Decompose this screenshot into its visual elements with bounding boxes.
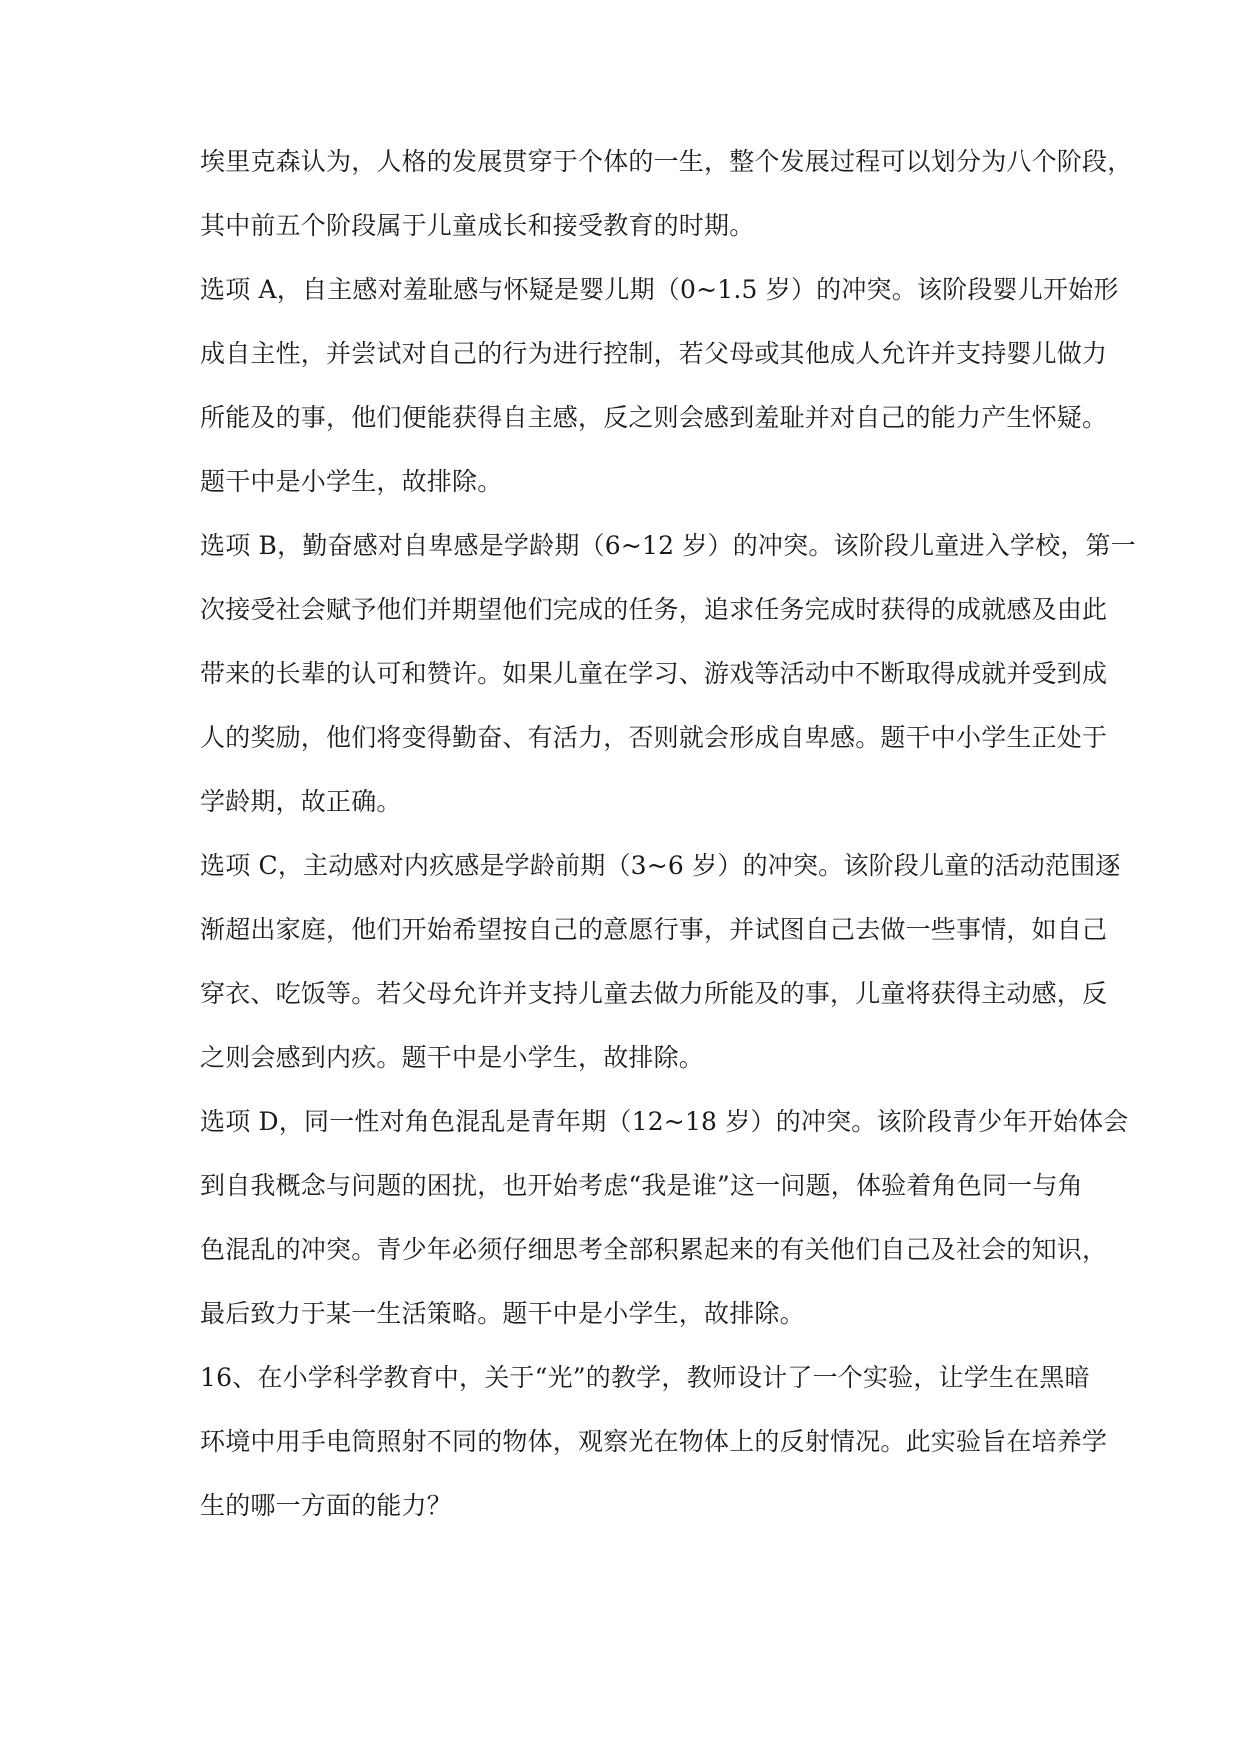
- text-line: 选项 D，同一性对角色混乱是青年期（12~18 岁）的冲突。该阶段青少年开始体会: [200, 1107, 1129, 1136]
- text-line: 成自主性，并尝试对自己的行为进行控制，若父母或其他成人允许并支持婴儿做力: [200, 339, 1108, 368]
- text-line: 次接受社会赋予他们并期望他们完成的任务，追求任务完成时获得的成就感及由此: [200, 595, 1108, 624]
- text-line: 所能及的事，他们便能获得自主感，反之则会感到羞耻并对自己的能力产生怀疑。: [200, 403, 1108, 432]
- text-line: 色混乱的冲突。青少年必须仔细思考全部积累起来的有关他们自己及社会的知识，: [200, 1235, 1108, 1264]
- text-line: 其中前五个阶段属于儿童成长和接受教育的时期。: [200, 211, 755, 240]
- text-line: 穿衣、吃饭等。若父母允许并支持儿童去做力所能及的事，儿童将获得主动感，反: [200, 979, 1108, 1008]
- question-line: 环境中用手电筒照射不同的物体，观察光在物体上的反射情况。此实验旨在培养学: [200, 1427, 1108, 1456]
- text-line: 学龄期，故正确。: [200, 787, 402, 816]
- text-line: 埃里克森认为，人格的发展贯穿于个体的一生，整个发展过程可以划分为八个阶段，: [200, 147, 1133, 176]
- text-line: 选项 A，自主感对羞耻感与怀疑是婴儿期（0~1.5 岁）的冲突。该阶段婴儿开始形: [200, 275, 1119, 304]
- text-line: 之则会感到内疚。题干中是小学生，故排除。: [200, 1043, 705, 1072]
- text-line: 到自我概念与问题的困扰，也开始考虑“我是谁”这一问题，体验着角色同一与角: [200, 1171, 1083, 1200]
- text-line: 题干中是小学生，故排除。: [200, 467, 503, 496]
- text-line: 选项 B，勤奋感对自卑感是学龄期（6~12 岁）的冲突。该阶段儿童进入学校，第一: [200, 531, 1136, 560]
- text-line: 最后致力于某一生活策略。题干中是小学生，故排除。: [200, 1299, 805, 1328]
- question-line: 生的哪一方面的能力？: [200, 1491, 453, 1520]
- question-line: 16、在小学科学教育中，关于“光”的教学，教师设计了一个实验，让学生在黑暗: [200, 1363, 1090, 1392]
- text-line: 带来的长辈的认可和赞许。如果儿童在学习、游戏等活动中不断取得成就并受到成: [200, 659, 1108, 688]
- text-line: 选项 C，主动感对内疚感是学龄前期（3~6 岁）的冲突。该阶段儿童的活动范围逐: [200, 851, 1121, 880]
- text-line: 人的奖励，他们将变得勤奋、有活力，否则就会形成自卑感。题干中小学生正处于: [200, 723, 1108, 752]
- document-body: [200, 130, 1136, 1538]
- text-line: 渐超出家庭，他们开始希望按自己的意愿行事，并试图自己去做一些事情，如自己: [200, 915, 1108, 944]
